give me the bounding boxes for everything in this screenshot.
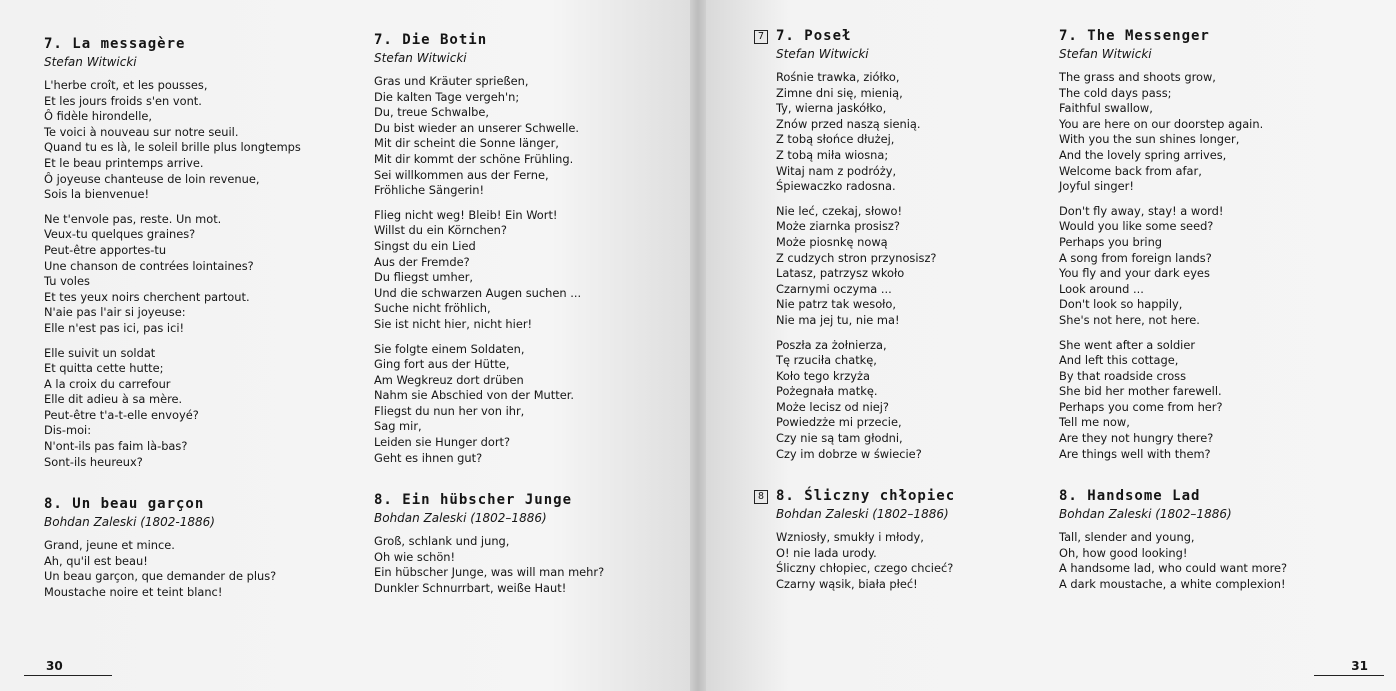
lyric-line: Mit dir scheint die Sonne länger,	[374, 136, 559, 151]
lyric-line: Du, treue Schwalbe,	[374, 105, 490, 120]
lyric-line: Elle dit adieu à sa mère.	[44, 392, 183, 407]
song-title: 8. Handsome Lad	[1059, 488, 1201, 505]
stanza	[776, 204, 1076, 329]
lyric-line: Nahm sie Abschied von der Mutter.	[374, 388, 574, 403]
lyric-line: Aus der Fremde?	[374, 254, 470, 269]
lyric-line: Don't fly away, stay! a word!	[1059, 203, 1224, 218]
english-column	[1059, 28, 1359, 602]
lyric-line: Fröhliche Sängerin!	[374, 183, 485, 198]
lyric-line: Tę rzuciła chatkę,	[776, 353, 877, 368]
lyric-line: Am Wegkreuz dort drüben	[374, 372, 524, 387]
lyric-line: Groß, schlank und jung,	[374, 534, 510, 549]
lyric-line: Z cudzych stron przynosisz?	[776, 250, 937, 265]
lyric-line: Sie folgte einem Soldaten,	[374, 341, 525, 356]
lyric-line: Ging fort aus der Hütte,	[374, 357, 510, 372]
stanza	[1059, 338, 1359, 463]
lyric-line: Koło tego krzyża	[776, 368, 870, 383]
lyric-line: Peut-être t'a-t-elle envoyé?	[44, 407, 199, 422]
song-author: Bohdan Zaleski (1802–1886)	[1059, 507, 1232, 522]
song-title: 8. Un beau garçon	[44, 496, 205, 513]
lyric-line: Don't look so happily,	[1059, 297, 1183, 312]
lyric-line: Fliegst du nun her von ihr,	[374, 403, 525, 418]
stanza	[776, 70, 1076, 195]
lyric-line: A song from foreign lands?	[1059, 250, 1212, 265]
stanza	[776, 338, 1076, 463]
lyric-line: Wzniosły, smukły i młody,	[776, 530, 924, 545]
lyric-line: Du fliegst umher,	[374, 270, 474, 285]
lyric-line: Quand tu es là, le soleil brille plus longtemps	[44, 140, 301, 155]
stanza	[374, 342, 674, 467]
stanza	[1059, 70, 1359, 195]
lyric-line: Nie ma jej tu, nie ma!	[776, 312, 900, 327]
lyric-line: Z tobą miła wiosna;	[776, 147, 889, 162]
lyric-line: She's not here, not here.	[1059, 312, 1200, 327]
stanza	[44, 212, 344, 337]
lyric-line: Rośnie trawka, ziółko,	[776, 70, 900, 84]
lyric-line: Moustache noire et teint blanc!	[44, 585, 223, 600]
page-number-rule	[24, 675, 112, 676]
lyric-line: With you the sun shines longer,	[1059, 132, 1240, 147]
lyric-line: Dunkler Schnurrbart, weiße Haut!	[374, 581, 567, 596]
lyric-line: Perhaps you bring	[1059, 234, 1163, 249]
lyric-line: Et tes yeux noirs cherchent partout.	[44, 289, 250, 304]
lyric-line: Une chanson de contrées lointaines?	[44, 258, 254, 273]
song-author: Stefan Witwicki	[776, 47, 869, 61]
lyric-line: Elle n'est pas ici, pas ici!	[44, 320, 185, 335]
lyric-line: A la croix du carrefour	[44, 376, 171, 391]
song-title: 8. Ein hübscher Junge	[374, 492, 573, 509]
lyric-line: Ein hübscher Junge, was will man mehr?	[374, 565, 605, 580]
lyric-line: And left this cottage,	[1059, 353, 1179, 368]
lyric-line: Nie patrz tak wesoło,	[776, 297, 896, 312]
lyric-line: Z tobą słońce dłużej,	[776, 132, 895, 147]
lyric-line: Czy nie są tam głodni,	[776, 431, 903, 446]
lyric-line: Witaj nam z podróży,	[776, 163, 897, 178]
stanza	[44, 346, 344, 471]
song-block	[1059, 488, 1359, 592]
song-block	[44, 36, 344, 470]
song-title: 7. La messagère	[44, 36, 186, 52]
page-number-rule	[1314, 675, 1384, 676]
lyric-line: Are things well with them?	[1059, 446, 1211, 461]
lyric-line: Et quitta cette hutte;	[44, 361, 164, 376]
lyric-line: Und die schwarzen Augen suchen ...	[374, 285, 582, 300]
lyric-line: Sois la bienvenue!	[44, 187, 150, 202]
lyric-line: Geht es ihnen gut?	[374, 450, 483, 465]
song-title: 7. The Messenger	[1059, 28, 1210, 44]
track-number-box: 8	[754, 490, 768, 504]
lyric-line: Ah, qu'il est beau!	[44, 553, 148, 568]
song-title: 8. Śliczny chłopiec	[776, 488, 956, 505]
lyric-line: Tell me now,	[1059, 415, 1130, 430]
stanza	[44, 78, 344, 203]
lyric-line: Czarny wąsik, biała płeć!	[776, 577, 918, 592]
song-block	[374, 492, 674, 596]
stanza	[374, 534, 674, 596]
left-page	[0, 0, 690, 691]
song-author: Stefan Witwicki	[44, 55, 137, 69]
lyric-line: She bid her mother farewell.	[1059, 384, 1222, 399]
lyric-line: Leiden sie Hunger dort?	[374, 435, 511, 450]
song-block	[1059, 28, 1359, 462]
lyric-line: Flieg nicht weg! Bleib! Ein Wort!	[374, 207, 558, 222]
stanza	[374, 74, 674, 199]
lyric-line: Śliczny chłopiec, czego chcieć?	[776, 561, 954, 576]
song-author: Bohdan Zaleski (1802–1886)	[776, 507, 949, 522]
page-number: 31	[1351, 659, 1368, 673]
lyric-line: Tall, slender and young,	[1059, 530, 1195, 545]
lyric-line: N'ont-ils pas faim là-bas?	[44, 439, 188, 454]
lyric-line: Może piosnkę nową	[776, 234, 888, 249]
polish-column	[757, 28, 1076, 602]
lyric-line: Czarnymi oczyma ...	[776, 281, 892, 296]
lyric-line: Willst du ein Körnchen?	[374, 223, 507, 238]
book-gutter	[690, 0, 706, 691]
lyric-line: Może lecisz od niej?	[776, 399, 889, 414]
lyric-line: Sie ist nicht hier, nicht hier!	[374, 316, 533, 331]
lyric-line: Faithful swallow,	[1059, 101, 1153, 116]
lyric-line: Et les jours froids s'en vont.	[44, 93, 202, 108]
lyric-line: Czy im dobrze w świecie?	[776, 446, 922, 461]
lyric-line: Et le beau printemps arrive.	[44, 155, 204, 170]
song-title: 7. Poseł	[776, 28, 852, 44]
lyric-line: Suche nicht fröhlich,	[374, 301, 491, 316]
lyric-line: Ne t'envole pas, reste. Un mot.	[44, 211, 222, 226]
lyric-line: Oh wie schön!	[374, 549, 456, 564]
song-author: Bohdan Zaleski (1802-1886)	[44, 515, 215, 530]
song-author: Stefan Witwicki	[1059, 47, 1152, 61]
stanza	[44, 538, 344, 600]
stanza	[1059, 204, 1359, 329]
lyric-line: Zimne dni się, mienią,	[776, 85, 903, 100]
stanza	[776, 530, 1076, 592]
lyric-line: Sont-ils heureux?	[44, 454, 143, 469]
lyric-line: Sag mir,	[374, 419, 422, 434]
french-column	[44, 36, 344, 610]
lyric-line: Pożegnała matkę.	[776, 384, 878, 399]
song-block	[374, 32, 674, 466]
track-number-box: 7	[754, 30, 768, 44]
lyric-line: Powiedzże mi przecie,	[776, 415, 902, 430]
right-page	[706, 0, 1396, 691]
lyric-line: Latasz, patrzysz wkoło	[776, 266, 905, 281]
lyric-line: Śpiewaczko radosna.	[776, 179, 896, 194]
lyric-line: Gras und Kräuter sprießen,	[374, 74, 529, 88]
lyric-line: N'aie pas l'air si joyeuse:	[44, 305, 186, 320]
lyric-line: Ô fidèle hirondelle,	[44, 109, 152, 124]
lyric-line: The cold days pass;	[1059, 85, 1172, 100]
lyric-line: Ty, wierna jaskółko,	[776, 101, 887, 116]
lyric-line: A dark moustache, a white complexion!	[1059, 577, 1286, 592]
lyric-line: Would you like some seed?	[1059, 219, 1214, 234]
lyric-line: Die kalten Tage vergeh'n;	[374, 89, 520, 104]
lyric-line: Welcome back from afar,	[1059, 163, 1202, 178]
song-block	[757, 488, 1076, 592]
lyric-line: Peut-être apportes-tu	[44, 242, 167, 257]
song-author: Bohdan Zaleski (1802–1886)	[374, 511, 547, 526]
lyric-line: Dis-moi:	[44, 423, 92, 438]
lyric-line: She went after a soldier	[1059, 337, 1196, 352]
page-number: 30	[46, 659, 63, 673]
lyric-line: Singst du ein Lied	[374, 238, 476, 253]
lyric-line: L'herbe croît, et les pousses,	[44, 78, 208, 92]
lyric-line: O! nie lada urody.	[776, 545, 877, 560]
lyric-line: Nie leć, czekaj, słowo!	[776, 203, 903, 218]
stanza	[374, 208, 674, 333]
lyric-line: Sei willkommen aus der Ferne,	[374, 167, 549, 182]
lyric-line: Może ziarnka prosisz?	[776, 219, 900, 234]
lyric-line: Perhaps you come from her?	[1059, 399, 1223, 414]
song-block	[757, 28, 1076, 462]
lyric-line: Look around ...	[1059, 281, 1144, 296]
german-column	[374, 32, 674, 606]
lyric-line: Ô joyeuse chanteuse de loin revenue,	[44, 171, 260, 186]
song-block	[44, 496, 344, 600]
lyric-line: Mit dir kommt der schöne Frühling.	[374, 151, 574, 166]
stanza	[1059, 530, 1359, 592]
lyric-line: Du bist wieder an unserer Schwelle.	[374, 120, 579, 135]
lyric-line: Oh, how good looking!	[1059, 545, 1188, 560]
lyric-line: Un beau garçon, que demander de plus?	[44, 569, 277, 584]
lyric-line: Are they not hungry there?	[1059, 431, 1214, 446]
lyric-line: By that roadside cross	[1059, 368, 1187, 383]
lyric-line: Poszła za żołnierza,	[776, 337, 887, 352]
lyric-line: Elle suivit un soldat	[44, 345, 156, 360]
lyric-line: Grand, jeune et mince.	[44, 538, 175, 553]
lyric-line: A handsome lad, who could want more?	[1059, 561, 1288, 576]
lyric-line: Znów przed naszą sienią.	[776, 116, 921, 131]
lyric-line: You are here on our doorstep again.	[1059, 116, 1264, 131]
song-title: 7. Die Botin	[374, 32, 488, 48]
lyric-line: Te voici à nouveau sur notre seuil.	[44, 124, 239, 139]
song-author: Stefan Witwicki	[374, 51, 467, 65]
lyric-line: Joyful singer!	[1059, 179, 1134, 194]
lyric-line: And the lovely spring arrives,	[1059, 147, 1227, 162]
lyric-line: Tu voles	[44, 274, 90, 289]
lyric-line: Veux-tu quelques graines?	[44, 227, 196, 242]
lyric-line: The grass and shoots grow,	[1059, 70, 1216, 84]
lyric-line: You fly and your dark eyes	[1059, 266, 1210, 281]
